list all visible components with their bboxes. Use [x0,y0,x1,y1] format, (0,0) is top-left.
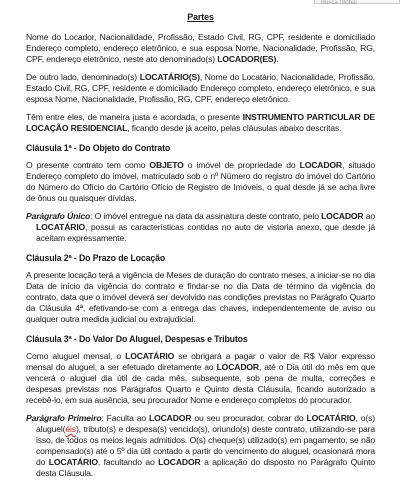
clause-3-text-a: Como aluguel mensal, o [26,351,126,361]
locatario-paragraph [26,72,375,105]
clause-3-text-c: se obrigará a pagar o valor de R$ Valor expresso mensal do aluguel, a ser efetuado diretamente ao [26,351,375,372]
agreement-text: Têm entre eles, de maneira justa e acordada, o presente [26,112,243,122]
clause-2-paragraph: A presente locação terá a vigência de Meses de duração do contrato meses, a iniciar-se no dia Data de início da vigência do contrato e findar-se no dia Data de término da vigência do contrato, data que o imóvel deverá ser devolvido nas condições previstas no Parágrafo Quarto da Cláusula 4ª, efetivando-se com a entrega das chaves, independentemente de aviso ou qualquer outra medida judicial ou extrajudicial. [26,270,375,324]
locatario-term: LOCATÁRIO(S) [139,72,200,82]
locador-term: LOCADOR [158,457,201,467]
locador-term: LOCADOR [148,413,192,423]
locador-term: LOCADOR [299,160,342,170]
clause-3-p2-text-e: , o(s) aluguel( [36,413,375,434]
locador-term: LOCADOR [216,362,259,372]
locador-text-end: . [276,54,279,64]
clause-3-paragraph [26,351,375,406]
clause-3-heading: Cláusula 3ª - Do Valor Do Aluguel, Despesas e Tributos [26,334,248,344]
spellcheck-marked-word: éis [65,424,76,434]
section-title: Partes [187,12,214,22]
locador-term: LOCADOR(ES) [217,54,277,64]
clause-1-heading: Cláusula 1ª - Do Objeto do Contrato [26,143,171,153]
clause-1-paragraph [26,160,375,204]
locatario-term: LOCATÁRIO [48,457,98,467]
clause-3-p2-text-h: , facultando ao [97,457,159,467]
clause-1-p2-text-e: , possui as características contidas no auto de vistoria anexo, que desde já aceitam expressamente. [36,222,375,243]
agreement-text-end: , ficando desde já aceito, pelas cláusulas abaixo descritas. [127,123,342,133]
clause-2-heading: Cláusula 2ª - Do Prazo de Locação [26,253,166,263]
search-input[interactable]: Busca Global [314,0,400,4]
objeto-term: OBJETO [149,160,184,170]
clause-1-text-a: O presente contrato tem como [26,160,150,170]
clause-3-p2-text-c: ou seu procurador, cobrar do [191,413,307,423]
clause-1-text-c: o imóvel de propriedade do [183,160,300,170]
locatario-term: LOCATÁRIO [36,222,86,232]
agreement-term: INSTRUMENTO PARTICULAR DE LOCAÇÃO RESIDENCIAL [26,112,376,133]
locatario-term: LOCATÁRIO [125,351,175,361]
contract-document [26,12,375,486]
agreement-paragraph [26,112,375,134]
paragrafo-unico-label: Parágrafo Único [26,211,91,221]
clause-1-p2-text-c: ao [363,211,375,221]
locador-paragraph [26,32,375,65]
locatario-text: De outro lado, denominado(s) [26,72,140,82]
clause-3-p2-text-a: : Faculta ao [101,413,149,423]
clause-3-first-paragraph [26,413,375,479]
locador-text: Nome do Locador, Nacionalidade, Profissão, Estado Civil, RG, CPF, residente e domiciliado Endereço completo, endereço eletrônico, e sua esposa Nome, Nacionalidade, Profissão, RG, CPF, endereço eletrônico, neste ato denominado(s) [26,32,375,64]
locador-term: LOCADOR [321,211,364,221]
paragrafo-primeiro-label: Parágrafo Primeiro [26,413,102,423]
clause-3-p2-text-f: ), tributo(s) e despesa(s) vencido(s), oriundo(s) deste contrato, utilizando-se para isso, de todos os meios legais admitidos. O(s) cheque(s) utilizado(s) em pagamento, se não compensado(s) até o 5º dia útil contado a partir do vencimento do aluguel, ocasionará mora do [36,424,375,467]
clause-1-text-e: , situado Endereço completo do imóvel, matriculado sob o nº Número do registro do imóvel do Cartório do Número do Ofício do Cartório Ofício de Registro de Imóveis, o qual desde já se acha livre de ônus ou quaisquer dívidas. [26,160,375,203]
locatario-term: LOCATÁRIO [306,413,356,423]
clause-3-text-e: , até o Dia útil do mês em que vencerá o aluguel dia útil de cada mês, subsequente, sob pena de multa, correções e despesas previstas nos Parágrafos Quarto e Quinto desta Cláusula, ficando autorizado a recebê-lo, em sua ausência, seu procurador Nome e endereço completos do procurador. [26,362,375,405]
clause-1-single-paragraph [26,211,375,244]
clause-3-p2-text-j: a aplicação do disposto no Parágrafo Quinto desta Cláusula. [36,457,375,478]
locatario-text-end: , Nome do Locatário, Nacionalidade, Profissão, Estado Civil, RG, CPF, residente e domiciliado Endereço completo, endereço eletrônico, e sua esposa Nome, Nacionalidade, Profissão, RG, CPF, endereço eletrônico. [26,72,376,104]
clause-1-p2-text-a: : O imóvel entregue na data da assinatura deste contrato, pelo [90,211,322,221]
